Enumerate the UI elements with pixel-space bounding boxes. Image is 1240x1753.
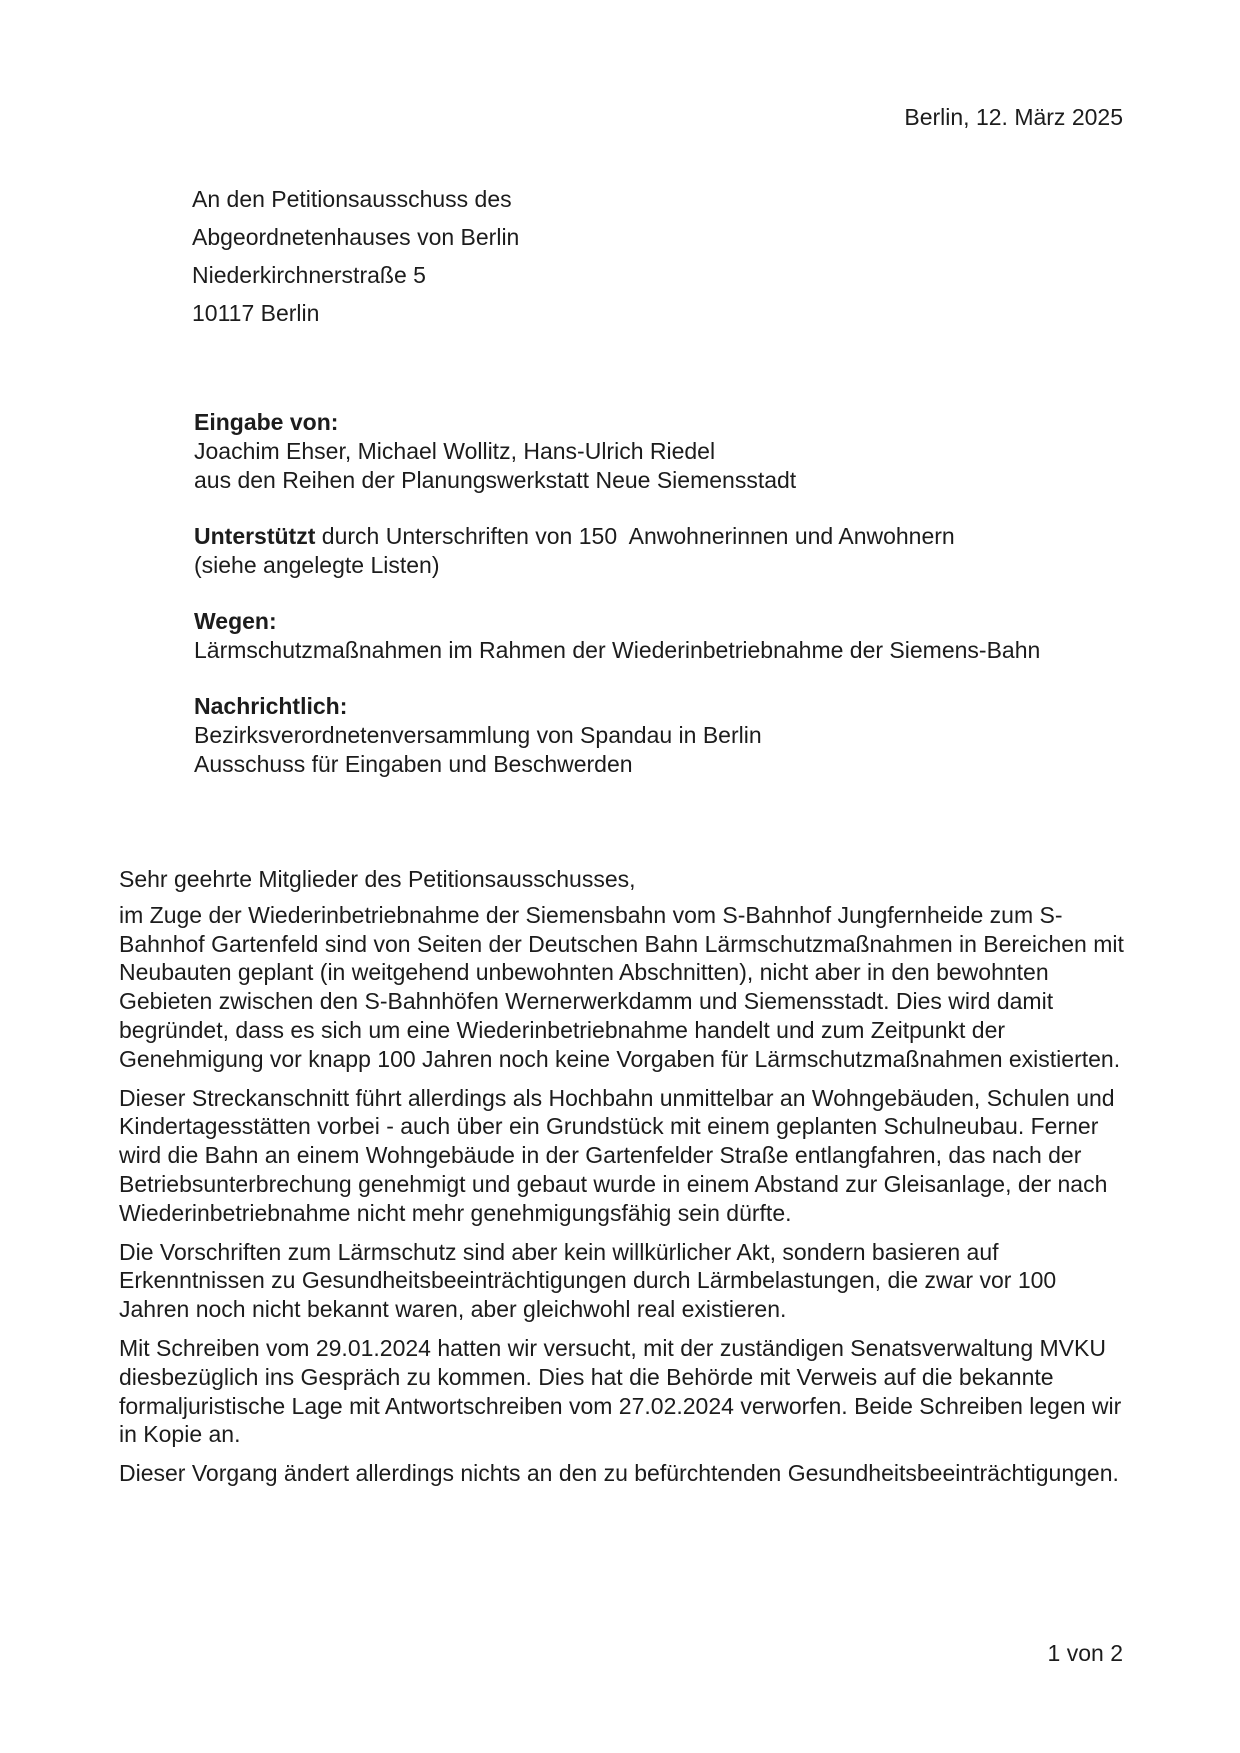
body-paragraph: Dieser Streckanschnitt führt allerdings als Hochbahn unmittelbar an Wohngebäuden, Schulen und Kindertagesstätten vorbei - auch über ein Grundstück mit einem geplanten Schulneubau. Ferner wird die Bahn an einem Wohngebäude in der Gartenfelder Straße entlangfahren, das nach der Betriebsunterbrechung genehmigt und gebaut wurde in einem Abstand zur Gleisanlage, der nach Wiederinbetriebnahme nicht mehr genehmigungsfähig sein dürfte. [119,1084,1115,1226]
wegen-label: Wegen: [194,608,277,634]
body-paragraph: im Zuge der Wiederinbetriebnahme der Siemensbahn vom S-Bahnhof Jungfernheide zum S-Bahnhof Gartenfeld sind von Seiten der Deutschen Bahn Lärmschutzmaßnahmen in Bereichen mit Neubauten geplant (in weitgehend unbewohnten Abschnitten), nicht aber in den bewohnten Gebieten zwischen den S-Bahnhöfen Wernerwerkdamm und Siemensstadt. Dies wird damit begründet, dass es sich um eine Wiederinbetriebnahme handelt und zum Zeitpunkt der Genehmigung vor knapp 100 Jahren noch keine Vorgaben für Lärmschutzmaßnahmen existierten. [119,901,1124,1072]
nachrichtlich-label: Nachrichtlich: [194,693,348,719]
recipient-line: An den Petitionsausschuss des [192,186,512,212]
petition-meta [194,408,1154,806]
body-paragraph: Dieser Vorgang ändert allerdings nichts an den zu befürchtenden Gesundheitsbeeinträchtigungen. [119,1460,1119,1487]
letter-body [119,865,1129,1498]
recipient-line: 10117 Berlin [192,300,320,326]
recipient-line: Niederkirchnerstraße 5 [192,262,426,288]
support-note: (siehe angelegte Listen) [194,552,440,578]
support-text: durch Unterschriften von 150 Anwohnerinnen und Anwohnern [315,523,955,549]
recipient-line: Abgeordnetenhauses von Berlin [192,224,520,250]
nachrichtlich-line: Ausschuss für Eingaben und Beschwerden [194,751,633,777]
eingabe-line: Joachim Ehser, Michael Wollitz, Hans-Ulrich Riedel [194,438,716,464]
recipient-address [192,180,519,332]
letter-date: Berlin, 12. März 2025 [904,104,1123,130]
nachrichtlich-block [194,692,1154,779]
nachrichtlich-line: Bezirksverordnetenversammlung von Spandau in Berlin [194,722,762,748]
eingabe-line: aus den Reihen der Planungswerkstatt Neue Siemensstadt [194,467,797,493]
support-label: Unterstützt [194,523,316,549]
salutation: Sehr geehrte Mitglieder des Petitionsausschusses, [119,866,636,892]
eingabe-block [194,408,1154,495]
wegen-text: Lärmschutzmaßnahmen im Rahmen der Wiederinbetriebnahme der Siemens-Bahn [194,637,1041,663]
page-number: 1 von 2 [1047,1640,1123,1666]
wegen-block [194,607,1154,665]
eingabe-label: Eingabe von: [194,409,339,435]
support-block [194,522,1154,580]
body-paragraph: Mit Schreiben vom 29.01.2024 hatten wir versucht, mit der zuständigen Senatsverwaltung MVKU diesbezüglich ins Gespräch zu kommen. Dies hat die Behörde mit Verweis auf die bekannte formaljuristische Lage mit Antwortschreiben vom 27.02.2024 verworfen. Beide Schreiben legen wir in Kopie an. [119,1334,1122,1448]
body-paragraph: Die Vorschriften zum Lärmschutz sind aber kein willkürlicher Akt, sondern basieren auf Erkenntnissen zu Gesundheitsbeeinträchtigungen durch Lärmbelastungen, die zwar vor 100 Jahren noch nicht bekannt waren, aber gleichwohl real existieren. [119,1238,1057,1323]
